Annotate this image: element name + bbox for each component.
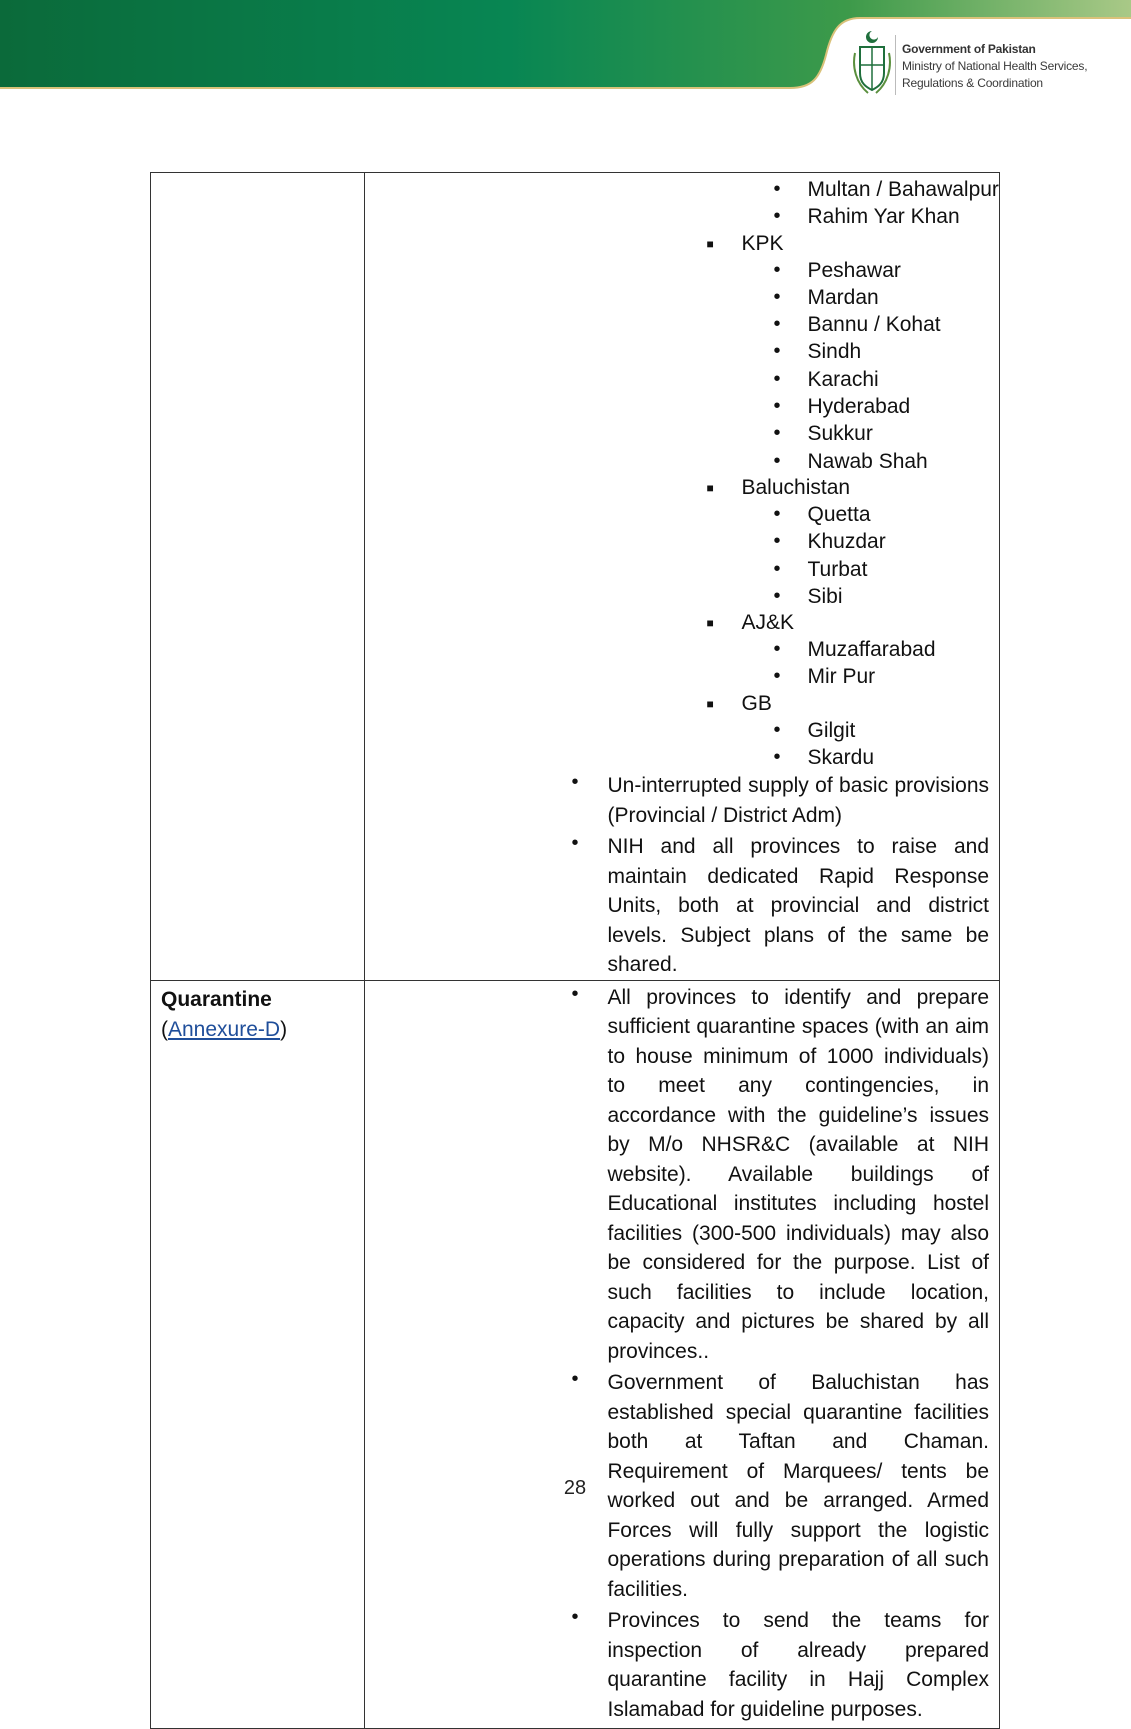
row2-label-cell: [151, 980, 365, 1729]
list-item-city: • Mardan: [773, 285, 879, 309]
list-item-province: ■ KPK: [706, 231, 784, 255]
list-item-point: • NIH and all provinces to raise and maintain dedicated Rapid Response Units, both at provincial and district levels. Subject plans of the same be shared.: [571, 832, 989, 977]
list-item-city: • Nawab Shah: [773, 449, 928, 473]
list-item-point: • Provinces to send the teams for inspection of already prepared quarantine facility in Hajj Complex Islamabad for guideline purposes.: [571, 1606, 989, 1721]
row1-label-cell: [151, 173, 365, 981]
list-item-province: ■ Baluchistan: [706, 475, 851, 499]
row2-body-cell: [365, 980, 1000, 1729]
list-item-city: • Karachi: [773, 367, 879, 391]
paren-close: ): [280, 1017, 288, 1041]
row1-body-cell: [365, 173, 1000, 981]
table-row-quarantine: [151, 980, 1000, 1729]
annexure-d-link[interactable]: Annexure-D: [168, 1017, 281, 1041]
list-item-city: • Quetta: [773, 502, 871, 526]
org-line-2: Ministry of National Health Services,: [902, 59, 1088, 73]
list-item-province: ■ GB: [706, 691, 772, 715]
header-banner: [0, 0, 1131, 110]
list-item-city: • Sibi: [773, 584, 843, 608]
list-item-city: • Multan / Bahawalpur: [773, 178, 999, 201]
list-item-city: • Sindh: [773, 340, 862, 364]
list-item-city: • Mir Pur: [773, 665, 876, 689]
ministry-logo-block: [852, 27, 1122, 102]
list-item-province: ■ AJ&K: [706, 611, 795, 635]
list-item-city: • Bannu / Kohat: [773, 313, 941, 337]
table-row-continued: [151, 173, 1000, 981]
list-item-city: • Hyderabad: [773, 395, 911, 419]
org-line-1: Government of Pakistan: [902, 42, 1036, 56]
list-item-point: • Government of Baluchistan has established special quarantine facilities both at Taftan and Chaman. Requirement of Marquees/ tents be worked out and be arranged. Armed Forces will fully support the logistic operations during preparation of all such facilities.: [571, 1368, 989, 1601]
list-item-city: • Rahim Yar Khan: [773, 205, 960, 229]
list-item-city: • Skardu: [773, 746, 875, 770]
org-line-3: Regulations & Coordination: [902, 76, 1043, 90]
page-number: 28: [563, 1477, 587, 1499]
paren-open: (: [161, 1017, 168, 1041]
list-item-city: • Gilgit: [773, 718, 856, 742]
list-item-point: • Un-interrupted supply of basic provisions (Provincial / District Adm): [571, 771, 989, 827]
list-item-city: • Khuzdar: [773, 530, 886, 554]
quarantine-title: Quarantine: [161, 987, 272, 1011]
list-item-city: • Sukkur: [773, 422, 873, 446]
list-item-city: • Muzaffarabad: [773, 638, 936, 662]
list-item-city: • Peshawar: [773, 258, 901, 282]
list-item-point: • All provinces to identify and prepare sufficient quarantine spaces (with an aim to house minimum of 1000 individuals) to meet any contingencies, in accordance with the guideline’s issues by M/o NHSR&C (available at NIH website). Available buildings of Educational institutes including hostel facilities (300-500 individuals) may also be considered for the purpose. List of such facilities to include location, capacity and pictures be shared by all provinces..: [571, 982, 989, 1363]
list-item-city: • Turbat: [773, 557, 868, 581]
state-emblem-icon: [852, 27, 892, 97]
